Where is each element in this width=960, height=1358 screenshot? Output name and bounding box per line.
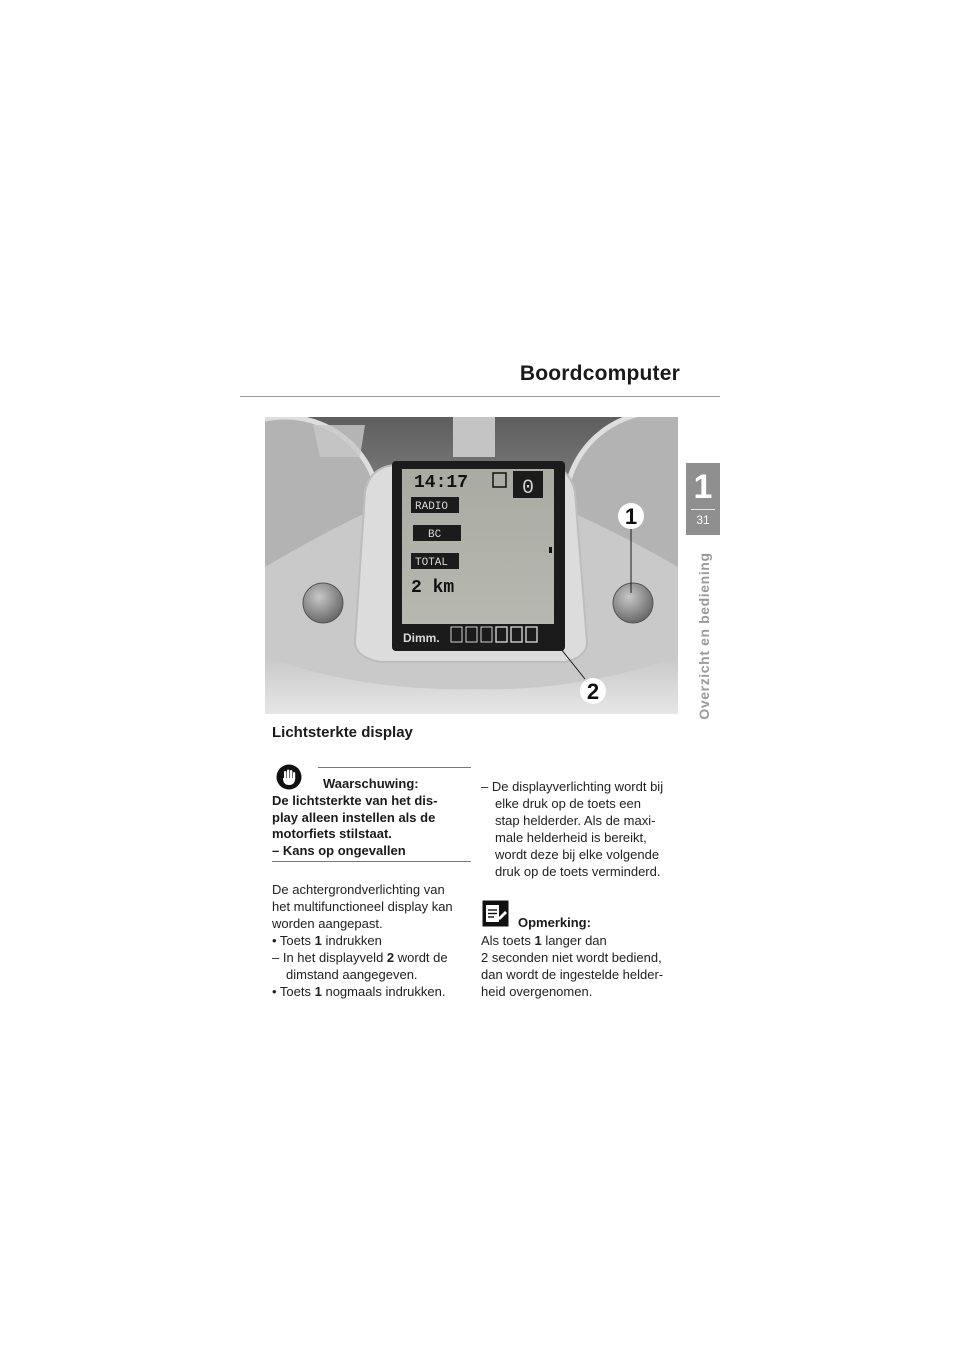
chapter-number: 1 (693, 468, 713, 506)
display-time: 14:17 (414, 473, 469, 493)
warning-hand-icon (276, 764, 302, 790)
dimm-segment (451, 627, 462, 642)
menu-item-bc: BC (428, 529, 442, 541)
body-line: wordt deze bij elke volgende (495, 847, 660, 862)
dimm-segment (481, 627, 492, 642)
display-distance: 2 km (411, 578, 455, 598)
dimm-segment (466, 627, 477, 642)
right-button-1 (613, 583, 653, 623)
body-line: De achtergrondverlichting van (272, 882, 445, 897)
note-line: Als toets 1 langer dan (481, 933, 607, 948)
note-line: heid overgenomen. (481, 984, 593, 999)
body-line: – De displayverlichting wordt bij (481, 779, 664, 794)
warning-line: De lichtsterkte van het dis- (272, 793, 438, 808)
dimm-label: Dimm. (403, 631, 440, 645)
callout-1: 1 (624, 504, 638, 529)
warning-bottom-rule (272, 861, 471, 862)
note-line: 2 seconden niet wordt bediend, (481, 950, 662, 965)
left-column-text (272, 881, 472, 1000)
body-line: male helderheid is bereikt, (495, 830, 647, 845)
right-column-text (481, 778, 691, 880)
section-title: Lichtsterkte display (272, 724, 413, 741)
chapter-tab-divider (691, 509, 715, 510)
warning-line: play alleen instellen als de (272, 809, 436, 825)
warning-line: motorfiets stilstaat. (272, 826, 392, 841)
warning-light-strip (453, 417, 495, 457)
gauge-detail (313, 425, 365, 457)
warning-label: Waarschuwing: (323, 776, 419, 791)
step-continuation: dimstand aangegeven. (286, 967, 418, 982)
note-label: Opmerking: (518, 915, 591, 930)
body-line: worden aangepast. (272, 916, 383, 931)
page-number: 31 (696, 513, 710, 527)
page-title: Boordcomputer (519, 362, 680, 385)
left-button (303, 583, 343, 623)
ref-2: 2 (386, 950, 395, 965)
callout-2: 2 (586, 679, 600, 704)
body-line: druk op de toets verminderd. (495, 864, 661, 879)
ref-1: 1 (314, 933, 322, 948)
note-icon (482, 900, 509, 927)
note-line: dan wordt de ingestelde helder- (481, 967, 664, 982)
menu-item-total: TOTAL (415, 557, 449, 569)
dashboard-photo (265, 417, 678, 714)
chapter-tab (686, 463, 720, 535)
gear-value: 0 (522, 477, 535, 500)
body-line: elke druk op de toets een (495, 796, 641, 811)
lcd-scroll-marker (549, 547, 552, 553)
step-display-field: – In het displayveld 2 wordt de (272, 950, 448, 965)
chapter-label: Overzicht en bediening (696, 552, 712, 720)
ref-1: 1 (314, 984, 322, 999)
step-press-again: • Toets 1 nogmaals indrukken. (272, 984, 446, 999)
warning-top-rule (318, 767, 471, 768)
step-press-button: • Toets 1 indrukken (272, 933, 382, 948)
warning-line: – Kans op ongevallen (272, 842, 406, 858)
menu-item-radio: RADIO (415, 501, 449, 513)
warning-text (272, 793, 472, 859)
body-line: stap helderder. Als de maxi- (495, 813, 656, 828)
body-line: het multifunctioneel display kan (272, 899, 453, 914)
title-divider (240, 396, 720, 397)
ref-1: 1 (534, 933, 542, 948)
note-text (481, 932, 693, 1000)
